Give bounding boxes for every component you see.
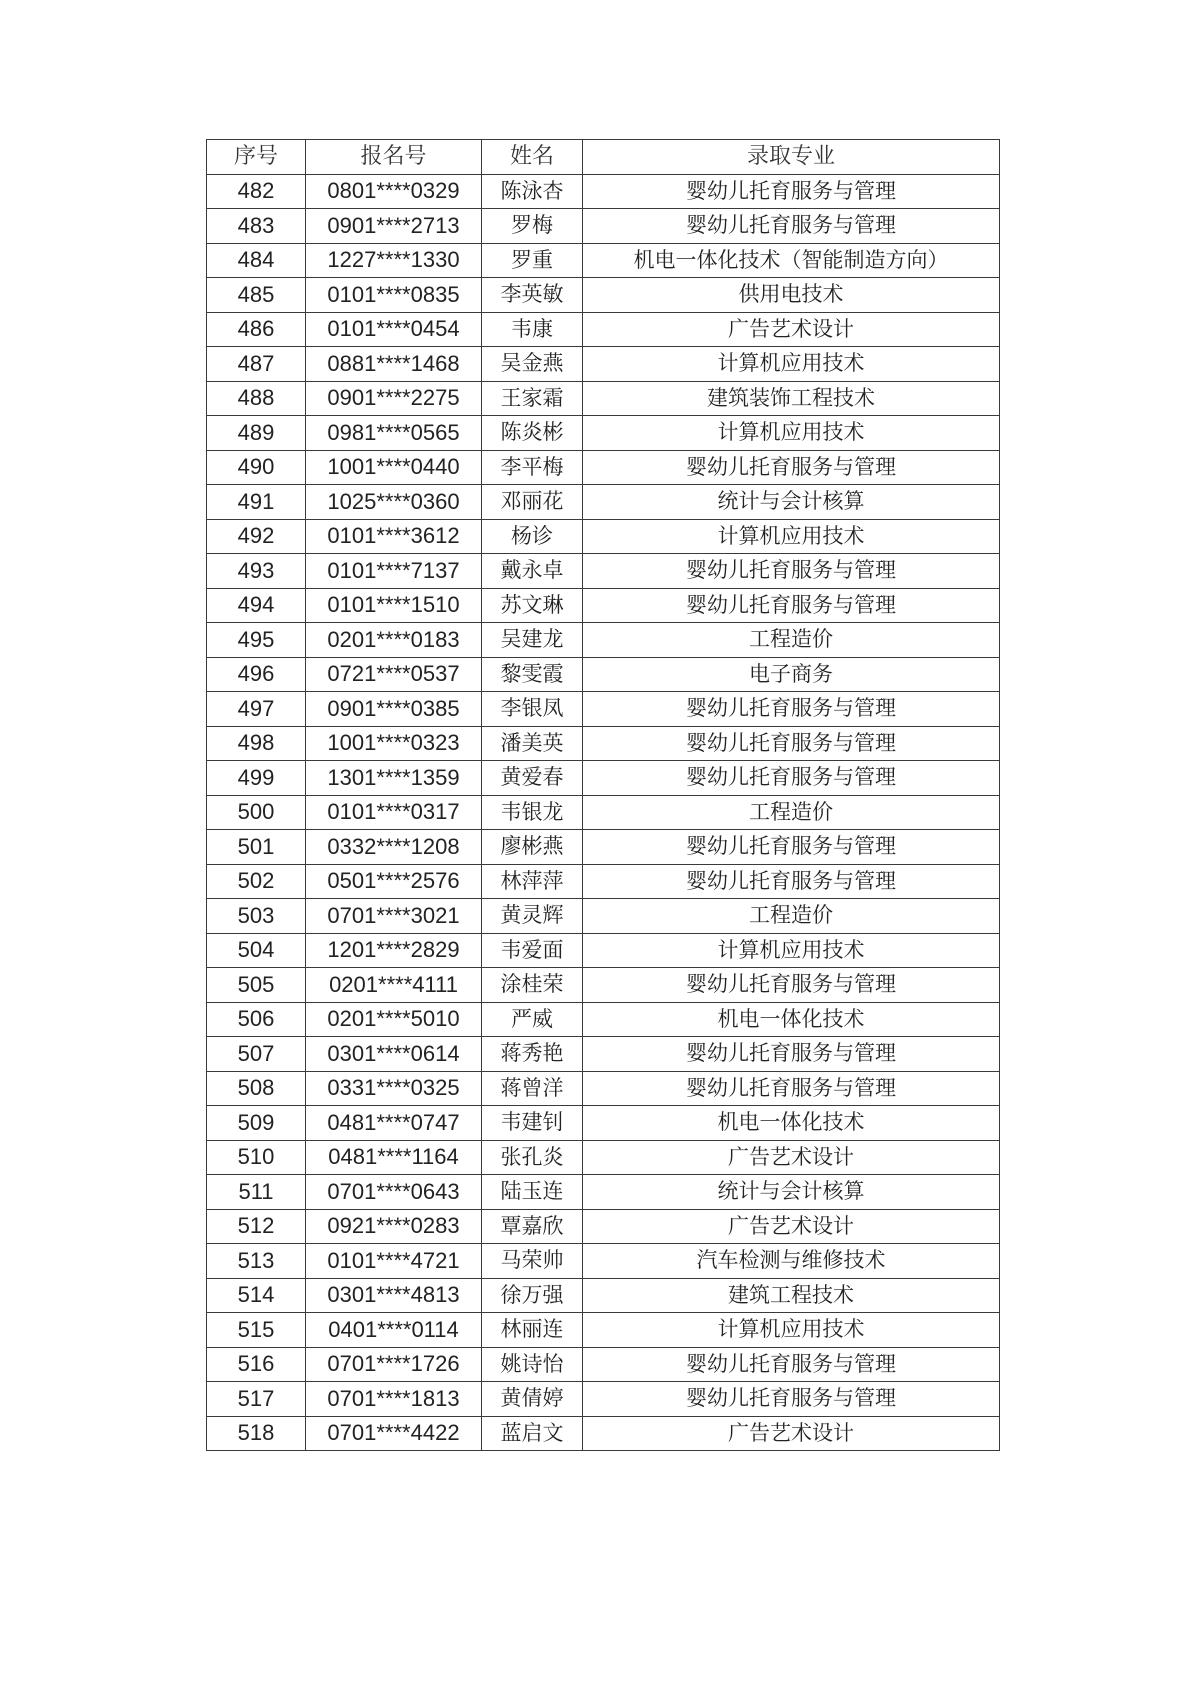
cell-student-name: 李英敏 [482,278,583,313]
cell-registration-number: 1001****0440 [306,450,482,485]
table-row [207,1037,1000,1072]
cell-admitted-major: 婴幼儿托育服务与管理 [583,968,1000,1003]
cell-admitted-major: 计算机应用技术 [583,1313,1000,1348]
cell-student-name: 罗重 [482,243,583,278]
cell-student-name: 吴建龙 [482,623,583,658]
cell-student-name: 林萍萍 [482,864,583,899]
cell-serial-number: 506 [207,1002,306,1037]
cell-student-name: 吴金燕 [482,347,583,382]
cell-serial-number: 485 [207,278,306,313]
table-row [207,450,1000,485]
cell-serial-number: 508 [207,1071,306,1106]
cell-admitted-major: 广告艺术设计 [583,1416,1000,1451]
table-row [207,761,1000,796]
cell-serial-number: 490 [207,450,306,485]
cell-student-name: 黄灵辉 [482,899,583,934]
cell-registration-number: 0501****2576 [306,864,482,899]
cell-admitted-major: 婴幼儿托育服务与管理 [583,726,1000,761]
cell-registration-number: 0701****1726 [306,1347,482,1382]
table-row [207,933,1000,968]
cell-student-name: 黄爱春 [482,761,583,796]
cell-registration-number: 0981****0565 [306,416,482,451]
table-row [207,209,1000,244]
cell-student-name: 林丽连 [482,1313,583,1348]
table-row [207,174,1000,209]
cell-admitted-major: 婴幼儿托育服务与管理 [583,1347,1000,1382]
cell-registration-number: 0921****0283 [306,1209,482,1244]
cell-admitted-major: 机电一体化技术 [583,1002,1000,1037]
table-row [207,243,1000,278]
cell-admitted-major: 婴幼儿托育服务与管理 [583,1071,1000,1106]
cell-serial-number: 484 [207,243,306,278]
cell-student-name: 苏文琳 [482,588,583,623]
cell-registration-number: 1301****1359 [306,761,482,796]
table-row [207,485,1000,520]
cell-admitted-major: 机电一体化技术（智能制造方向） [583,243,1000,278]
cell-student-name: 严威 [482,1002,583,1037]
cell-admitted-major: 广告艺术设计 [583,312,1000,347]
cell-student-name: 李银凤 [482,692,583,727]
cell-registration-number: 0701****1813 [306,1382,482,1417]
table-row [207,416,1000,451]
cell-serial-number: 500 [207,795,306,830]
table-row [207,1416,1000,1451]
table-row [207,1382,1000,1417]
cell-serial-number: 498 [207,726,306,761]
cell-admitted-major: 婴幼儿托育服务与管理 [583,692,1000,727]
cell-admitted-major: 婴幼儿托育服务与管理 [583,1382,1000,1417]
cell-admitted-major: 婴幼儿托育服务与管理 [583,830,1000,865]
table-row [207,278,1000,313]
cell-serial-number: 497 [207,692,306,727]
cell-student-name: 韦银龙 [482,795,583,830]
cell-admitted-major: 广告艺术设计 [583,1140,1000,1175]
cell-student-name: 徐万强 [482,1278,583,1313]
table-row [207,519,1000,554]
cell-registration-number: 0101****0454 [306,312,482,347]
table-row [207,830,1000,865]
cell-admitted-major: 婴幼儿托育服务与管理 [583,450,1000,485]
cell-admitted-major: 婴幼儿托育服务与管理 [583,1037,1000,1072]
table-row [207,554,1000,589]
cell-student-name: 廖彬燕 [482,830,583,865]
table-row [207,1106,1000,1141]
table-header-row [207,140,1000,175]
cell-serial-number: 483 [207,209,306,244]
cell-serial-number: 505 [207,968,306,1003]
cell-student-name: 李平梅 [482,450,583,485]
cell-student-name: 覃嘉欣 [482,1209,583,1244]
cell-admitted-major: 供用电技术 [583,278,1000,313]
table-row [207,381,1000,416]
cell-student-name: 罗梅 [482,209,583,244]
cell-student-name: 蒋曾洋 [482,1071,583,1106]
cell-admitted-major: 计算机应用技术 [583,347,1000,382]
cell-admitted-major: 婴幼儿托育服务与管理 [583,864,1000,899]
cell-registration-number: 0101****1510 [306,588,482,623]
table-row [207,312,1000,347]
cell-admitted-major: 电子商务 [583,657,1000,692]
cell-student-name: 姚诗怡 [482,1347,583,1382]
cell-student-name: 涂桂荣 [482,968,583,1003]
cell-admitted-major: 汽车检测与维修技术 [583,1244,1000,1279]
cell-registration-number: 0481****1164 [306,1140,482,1175]
cell-student-name: 陈泳杏 [482,174,583,209]
cell-serial-number: 518 [207,1416,306,1451]
cell-registration-number: 0201****4111 [306,968,482,1003]
cell-student-name: 马荣帅 [482,1244,583,1279]
cell-serial-number: 504 [207,933,306,968]
table-row [207,657,1000,692]
cell-serial-number: 507 [207,1037,306,1072]
cell-admitted-major: 机电一体化技术 [583,1106,1000,1141]
cell-serial-number: 486 [207,312,306,347]
cell-student-name: 张孔炎 [482,1140,583,1175]
table-row [207,623,1000,658]
cell-student-name: 戴永卓 [482,554,583,589]
cell-registration-number: 0801****0329 [306,174,482,209]
cell-registration-number: 0721****0537 [306,657,482,692]
cell-registration-number: 0901****2275 [306,381,482,416]
header-serial-number: 序号 [207,140,306,175]
cell-serial-number: 501 [207,830,306,865]
admission-list-sheet [206,139,999,1451]
table-row [207,692,1000,727]
table-row [207,899,1000,934]
cell-serial-number: 499 [207,761,306,796]
cell-admitted-major: 建筑装饰工程技术 [583,381,1000,416]
cell-student-name: 韦建钊 [482,1106,583,1141]
table-row [207,795,1000,830]
cell-admitted-major: 统计与会计核算 [583,485,1000,520]
cell-serial-number: 511 [207,1175,306,1210]
cell-serial-number: 510 [207,1140,306,1175]
cell-admitted-major: 婴幼儿托育服务与管理 [583,588,1000,623]
cell-registration-number: 0481****0747 [306,1106,482,1141]
cell-serial-number: 491 [207,485,306,520]
table-row [207,1175,1000,1210]
cell-student-name: 邓丽花 [482,485,583,520]
cell-registration-number: 0332****1208 [306,830,482,865]
cell-registration-number: 1201****2829 [306,933,482,968]
cell-serial-number: 492 [207,519,306,554]
cell-registration-number: 0101****3612 [306,519,482,554]
cell-student-name: 韦爱面 [482,933,583,968]
cell-student-name: 黎雯霞 [482,657,583,692]
cell-registration-number: 0101****0835 [306,278,482,313]
cell-admitted-major: 婴幼儿托育服务与管理 [583,209,1000,244]
cell-student-name: 黄倩婷 [482,1382,583,1417]
cell-admitted-major: 工程造价 [583,623,1000,658]
cell-student-name: 蒋秀艳 [482,1037,583,1072]
cell-serial-number: 488 [207,381,306,416]
admission-table [206,139,1000,1451]
table-row [207,1278,1000,1313]
cell-student-name: 王家霜 [482,381,583,416]
cell-serial-number: 515 [207,1313,306,1348]
cell-student-name: 陈炎彬 [482,416,583,451]
cell-student-name: 韦康 [482,312,583,347]
cell-admitted-major: 广告艺术设计 [583,1209,1000,1244]
cell-registration-number: 0201****5010 [306,1002,482,1037]
cell-student-name: 蓝启文 [482,1416,583,1451]
table-row [207,1347,1000,1382]
cell-serial-number: 516 [207,1347,306,1382]
table-row [207,347,1000,382]
table-row [207,1140,1000,1175]
cell-registration-number: 0701****4422 [306,1416,482,1451]
cell-serial-number: 513 [207,1244,306,1279]
cell-registration-number: 0301****0614 [306,1037,482,1072]
cell-admitted-major: 工程造价 [583,795,1000,830]
cell-registration-number: 0101****7137 [306,554,482,589]
cell-registration-number: 0101****4721 [306,1244,482,1279]
cell-admitted-major: 婴幼儿托育服务与管理 [583,174,1000,209]
table-row [207,1244,1000,1279]
cell-serial-number: 495 [207,623,306,658]
cell-registration-number: 0881****1468 [306,347,482,382]
cell-registration-number: 0201****0183 [306,623,482,658]
cell-registration-number: 0901****2713 [306,209,482,244]
cell-admitted-major: 工程造价 [583,899,1000,934]
cell-serial-number: 512 [207,1209,306,1244]
cell-serial-number: 489 [207,416,306,451]
table-row [207,1071,1000,1106]
cell-serial-number: 509 [207,1106,306,1141]
table-row [207,968,1000,1003]
cell-student-name: 潘美英 [482,726,583,761]
table-row [207,726,1000,761]
table-row [207,588,1000,623]
cell-registration-number: 1025****0360 [306,485,482,520]
header-admitted-major: 录取专业 [583,140,1000,175]
cell-serial-number: 514 [207,1278,306,1313]
cell-registration-number: 1227****1330 [306,243,482,278]
cell-registration-number: 0101****0317 [306,795,482,830]
cell-admitted-major: 计算机应用技术 [583,416,1000,451]
cell-serial-number: 496 [207,657,306,692]
table-row [207,1209,1000,1244]
cell-serial-number: 517 [207,1382,306,1417]
cell-registration-number: 0701****0643 [306,1175,482,1210]
cell-registration-number: 0401****0114 [306,1313,482,1348]
cell-serial-number: 482 [207,174,306,209]
header-name: 姓名 [482,140,583,175]
cell-registration-number: 0301****4813 [306,1278,482,1313]
table-row [207,864,1000,899]
cell-registration-number: 0901****0385 [306,692,482,727]
cell-admitted-major: 计算机应用技术 [583,519,1000,554]
cell-student-name: 杨诊 [482,519,583,554]
cell-registration-number: 0701****3021 [306,899,482,934]
table-row [207,1002,1000,1037]
table-body [207,174,1000,1451]
cell-serial-number: 494 [207,588,306,623]
cell-admitted-major: 统计与会计核算 [583,1175,1000,1210]
cell-serial-number: 502 [207,864,306,899]
cell-serial-number: 493 [207,554,306,589]
cell-registration-number: 1001****0323 [306,726,482,761]
cell-serial-number: 487 [207,347,306,382]
cell-serial-number: 503 [207,899,306,934]
table-row [207,1313,1000,1348]
cell-admitted-major: 婴幼儿托育服务与管理 [583,761,1000,796]
cell-admitted-major: 建筑工程技术 [583,1278,1000,1313]
cell-student-name: 陆玉连 [482,1175,583,1210]
cell-admitted-major: 婴幼儿托育服务与管理 [583,554,1000,589]
cell-registration-number: 0331****0325 [306,1071,482,1106]
header-registration-number: 报名号 [306,140,482,175]
cell-admitted-major: 计算机应用技术 [583,933,1000,968]
